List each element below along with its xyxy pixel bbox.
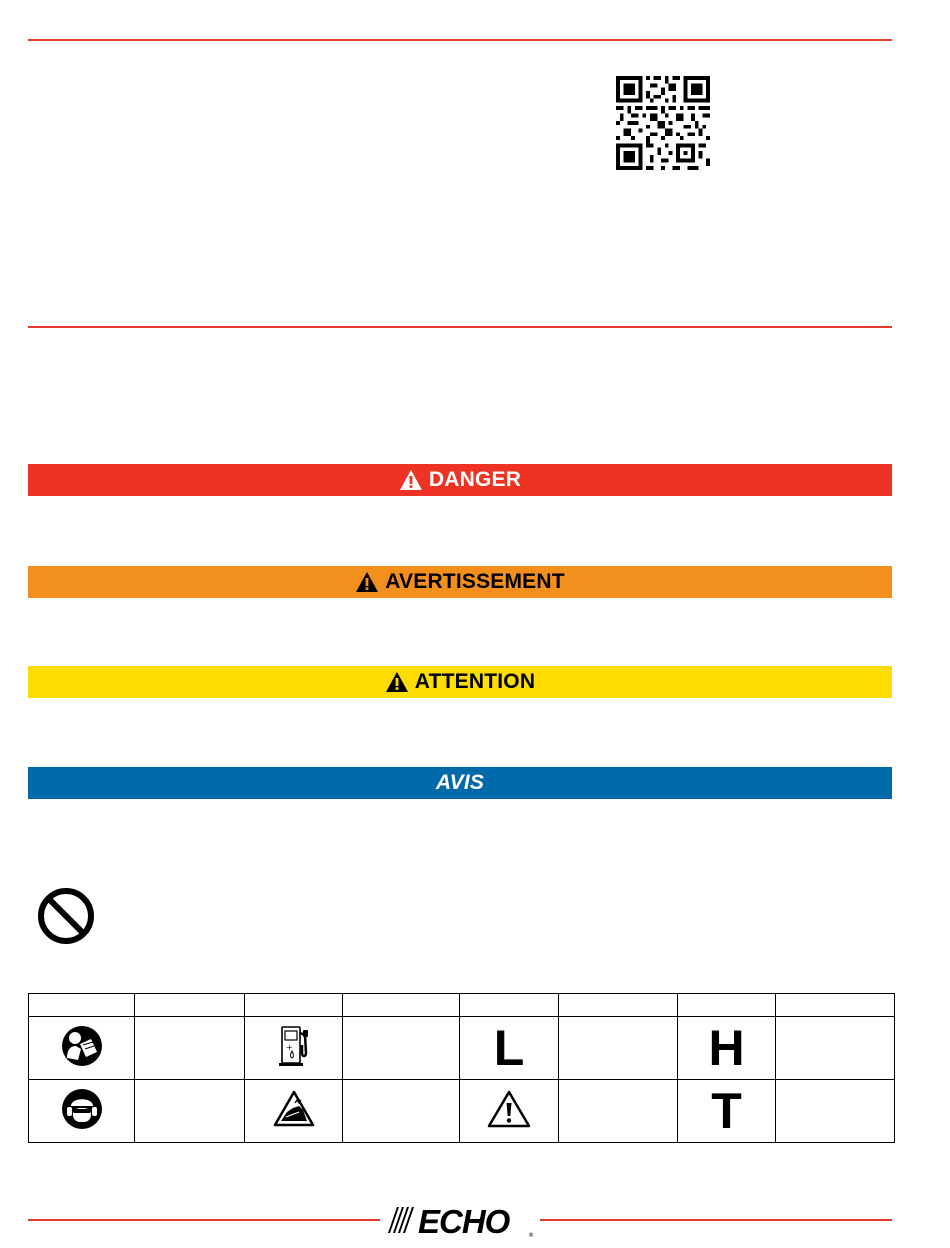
logo-wordmark: ECHO xyxy=(418,1203,510,1239)
description-cell xyxy=(343,1017,460,1080)
section-divider-rule xyxy=(28,326,892,328)
symbol-cell xyxy=(29,1017,135,1080)
warning-label: AVERTISSEMENT xyxy=(385,570,565,593)
symbol-cell xyxy=(245,1080,343,1143)
danger-label: DANGER xyxy=(428,468,522,491)
footer-rule-left xyxy=(28,1219,380,1221)
read-manual-icon xyxy=(61,1025,103,1067)
header-cell xyxy=(245,994,343,1017)
warning-banner xyxy=(28,566,892,598)
top-divider-rule xyxy=(28,39,892,41)
header-cell xyxy=(135,994,245,1017)
header-cell xyxy=(678,994,776,1017)
symbols-header-row xyxy=(29,994,895,1017)
svg-text:+: + xyxy=(285,1042,293,1052)
footer-rule-right xyxy=(540,1219,892,1221)
danger-alert-icon xyxy=(399,469,423,491)
header-cell xyxy=(460,994,559,1017)
symbol-cell xyxy=(460,1017,559,1080)
warning-triangle-icon xyxy=(486,1089,532,1129)
symbols-table xyxy=(28,993,895,1143)
header-cell xyxy=(343,994,460,1017)
echo-logo xyxy=(382,1203,538,1239)
description-cell xyxy=(343,1080,460,1143)
symbol-cell xyxy=(460,1080,559,1143)
header-cell xyxy=(776,994,895,1017)
symbol-letter-t: T xyxy=(711,1083,742,1139)
symbol-cell xyxy=(29,1080,135,1143)
registered-mark: ® xyxy=(528,1232,534,1239)
symbol-cell xyxy=(678,1017,776,1080)
caution-banner xyxy=(28,666,892,698)
prohibition-circle-icon xyxy=(36,886,96,946)
notice-label: AVIS xyxy=(435,771,485,794)
notice-banner xyxy=(28,767,892,799)
symbol-cell xyxy=(678,1080,776,1143)
description-cell xyxy=(559,1080,678,1143)
caution-label: ATTENTION xyxy=(414,670,536,693)
description-cell xyxy=(776,1080,895,1143)
fuel-pump-icon xyxy=(274,1023,314,1069)
table-row xyxy=(29,1080,895,1143)
symbol-cell xyxy=(245,1017,343,1080)
symbol-letter-l: L xyxy=(493,1020,525,1076)
table-row xyxy=(29,1017,895,1080)
symbol-letter-h: H xyxy=(708,1020,745,1076)
header-cell xyxy=(29,994,135,1017)
description-cell xyxy=(135,1017,245,1080)
description-cell xyxy=(559,1017,678,1080)
description-cell xyxy=(776,1017,895,1080)
qr-code-icon xyxy=(614,76,712,170)
danger-banner xyxy=(28,464,892,496)
warning-alert-icon xyxy=(355,571,379,593)
caution-alert-icon xyxy=(385,671,409,693)
hand-cut-hazard-icon xyxy=(273,1090,315,1128)
header-cell xyxy=(559,994,678,1017)
head-eye-ear-protection-icon xyxy=(61,1088,103,1130)
description-cell xyxy=(135,1080,245,1143)
